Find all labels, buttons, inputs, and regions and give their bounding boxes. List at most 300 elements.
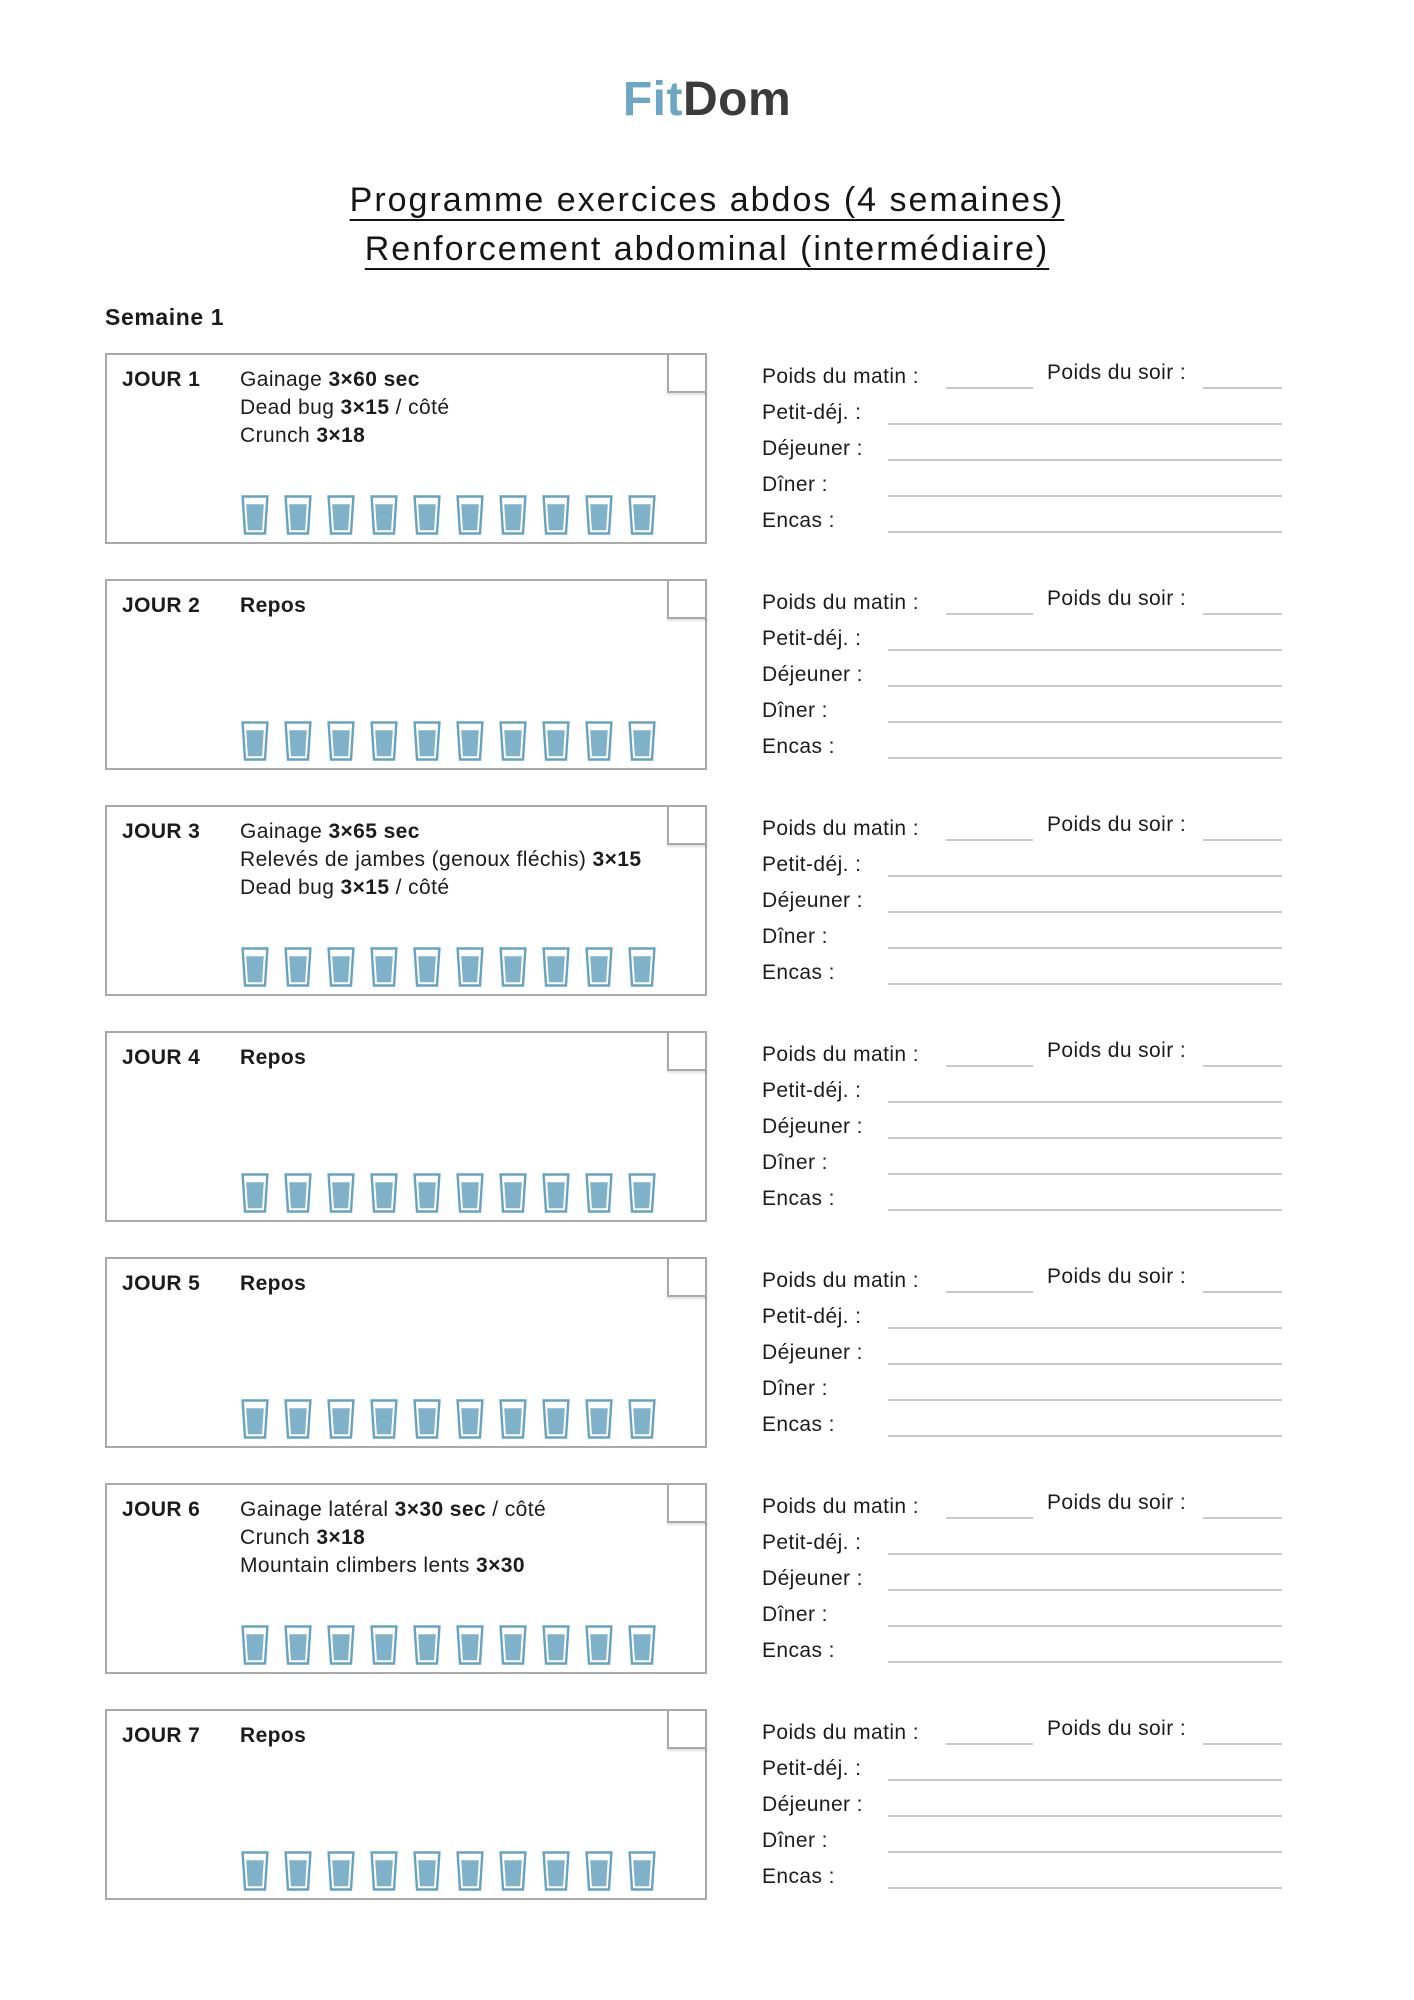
exercise-volume: 3×15 — [340, 876, 390, 899]
evening-weight-group — [1047, 813, 1282, 841]
lunch-row — [762, 877, 1282, 913]
water-glass-icon[interactable] — [584, 1399, 614, 1439]
day-card-inner — [107, 1485, 705, 1580]
lunch-field[interactable] — [888, 1137, 1282, 1139]
day-complete-checkbox[interactable] — [667, 1483, 707, 1523]
breakfast-label: Petit-déj. : — [762, 1079, 862, 1102]
exercise-line — [240, 846, 641, 874]
evening-weight-field[interactable] — [1203, 613, 1282, 615]
water-glass-icon[interactable] — [240, 1173, 270, 1213]
day-label: JOUR 6 — [122, 1498, 201, 1521]
exercise-name: Gainage — [240, 820, 329, 843]
snack-label: Encas : — [762, 1639, 835, 1662]
day-complete-checkbox[interactable] — [667, 579, 707, 619]
weight-row — [762, 805, 1282, 841]
exercise-line — [240, 874, 641, 902]
meal-tracker — [762, 1709, 1282, 1900]
day-label: JOUR 2 — [122, 594, 201, 617]
water-glass-icon[interactable] — [240, 495, 270, 535]
water-tracker — [240, 1173, 657, 1213]
meal-tracker — [762, 353, 1282, 544]
logo-dom: Dom — [682, 73, 792, 126]
snack-field[interactable] — [888, 1661, 1282, 1663]
lunch-row — [762, 651, 1282, 687]
lunch-field[interactable] — [888, 1363, 1282, 1365]
lunch-field[interactable] — [888, 1589, 1282, 1591]
evening-weight-group — [1047, 361, 1282, 389]
water-glass-icon[interactable] — [498, 1851, 528, 1891]
water-glass-icon[interactable] — [498, 1625, 528, 1665]
lunch-row — [762, 1329, 1282, 1365]
water-glass-icon[interactable] — [541, 947, 571, 987]
exercise-volume: 3×18 — [316, 1526, 366, 1549]
breakfast-field[interactable] — [888, 423, 1282, 425]
exercise-line — [240, 1722, 306, 1750]
dinner-label: Dîner : — [762, 1829, 828, 1852]
day-card — [105, 805, 707, 996]
evening-weight-field[interactable] — [1203, 1065, 1282, 1067]
morning-weight-field[interactable] — [946, 839, 1033, 841]
water-glass-icon[interactable] — [455, 947, 485, 987]
water-glass-icon[interactable] — [627, 1851, 657, 1891]
morning-weight-label: Poids du matin : — [762, 365, 919, 388]
exercise-line — [240, 422, 449, 450]
exercise-name: Crunch — [240, 1526, 317, 1549]
exercise-name: / côté — [486, 1498, 547, 1521]
morning-weight-field[interactable] — [946, 613, 1033, 615]
water-glass-icon[interactable] — [283, 1851, 313, 1891]
water-glass-icon[interactable] — [326, 1173, 356, 1213]
exercise-name: Dead bug — [240, 396, 341, 419]
logo-fit: Fit — [622, 73, 683, 126]
exercise-list — [240, 592, 352, 620]
exercise-line — [240, 366, 449, 394]
water-glass-icon[interactable] — [283, 721, 313, 761]
water-tracker — [240, 721, 657, 761]
morning-weight-label: Poids du matin : — [762, 1269, 919, 1292]
water-glass-icon[interactable] — [240, 1851, 270, 1891]
evening-weight-label: Poids du soir : — [1047, 813, 1187, 836]
water-glass-icon[interactable] — [369, 1625, 399, 1665]
evening-weight-group — [1047, 1491, 1282, 1519]
lunch-field[interactable] — [888, 1815, 1282, 1817]
water-glass-icon[interactable] — [498, 1173, 528, 1213]
water-glass-icon[interactable] — [541, 495, 571, 535]
water-glass-icon[interactable] — [584, 1625, 614, 1665]
dinner-label: Dîner : — [762, 699, 828, 722]
water-glass-icon[interactable] — [326, 1851, 356, 1891]
weight-row — [762, 1257, 1282, 1293]
water-glass-icon[interactable] — [455, 1851, 485, 1891]
title-row-2 — [0, 225, 1414, 274]
evening-weight-group — [1047, 587, 1282, 615]
page-title — [0, 176, 1414, 274]
day-card — [105, 1709, 707, 1900]
water-glass-icon[interactable] — [498, 1399, 528, 1439]
exercise-list — [240, 1044, 352, 1072]
weight-row — [762, 353, 1282, 389]
exercise-name: Crunch — [240, 424, 317, 447]
evening-weight-group — [1047, 1717, 1282, 1745]
dinner-label: Dîner : — [762, 925, 828, 948]
lunch-row — [762, 425, 1282, 461]
day-card — [105, 1257, 707, 1448]
evening-weight-group — [1047, 1039, 1282, 1067]
exercise-line — [240, 592, 306, 620]
exercise-list — [240, 1722, 352, 1750]
dinner-row — [762, 1591, 1282, 1627]
breakfast-field[interactable] — [888, 1553, 1282, 1555]
dinner-row — [762, 1817, 1282, 1853]
exercise-line — [240, 1044, 306, 1072]
dinner-row — [762, 461, 1282, 497]
water-glass-icon[interactable] — [240, 1625, 270, 1665]
water-tracker — [240, 495, 657, 535]
water-glass-icon[interactable] — [412, 495, 442, 535]
meal-tracker — [762, 1031, 1282, 1222]
snack-field[interactable] — [888, 983, 1282, 985]
breakfast-row — [762, 1067, 1282, 1103]
day-complete-checkbox[interactable] — [667, 1257, 707, 1297]
water-glass-icon[interactable] — [584, 721, 614, 761]
dinner-field[interactable] — [888, 947, 1282, 949]
snack-label: Encas : — [762, 1413, 835, 1436]
exercise-name: / côté — [389, 396, 450, 419]
lunch-label: Déjeuner : — [762, 663, 863, 686]
snack-field[interactable] — [888, 757, 1282, 759]
dinner-row — [762, 1139, 1282, 1175]
dinner-field[interactable] — [888, 495, 1282, 497]
lunch-label: Déjeuner : — [762, 889, 863, 912]
day-row — [105, 805, 1414, 996]
evening-weight-group — [1047, 1265, 1282, 1293]
day-label: JOUR 7 — [122, 1724, 201, 1747]
weight-row — [762, 1709, 1282, 1745]
snack-row — [762, 949, 1282, 985]
exercise-volume: 3×15 — [340, 396, 390, 419]
water-glass-icon[interactable] — [412, 721, 442, 761]
water-glass-icon[interactable] — [369, 1173, 399, 1213]
water-glass-icon[interactable] — [455, 495, 485, 535]
day-row — [105, 1709, 1414, 1900]
water-glass-icon[interactable] — [541, 1851, 571, 1891]
water-glass-icon[interactable] — [369, 1851, 399, 1891]
exercise-line — [240, 1524, 546, 1552]
snack-field[interactable] — [888, 1887, 1282, 1889]
exercise-list — [240, 1496, 592, 1580]
water-glass-icon[interactable] — [283, 947, 313, 987]
dinner-row — [762, 687, 1282, 723]
meal-tracker — [762, 1257, 1282, 1448]
breakfast-field[interactable] — [888, 1101, 1282, 1103]
morning-weight-field[interactable] — [946, 1517, 1033, 1519]
morning-weight-label: Poids du matin : — [762, 591, 919, 614]
water-tracker — [240, 1851, 657, 1891]
water-glass-icon[interactable] — [283, 495, 313, 535]
water-glass-icon[interactable] — [283, 1399, 313, 1439]
dinner-label: Dîner : — [762, 1377, 828, 1400]
exercise-volume: 3×18 — [316, 424, 366, 447]
morning-weight-field[interactable] — [946, 1743, 1033, 1745]
evening-weight-label: Poids du soir : — [1047, 587, 1187, 610]
water-glass-icon[interactable] — [326, 495, 356, 535]
water-glass-icon[interactable] — [584, 1851, 614, 1891]
title-row-1 — [0, 176, 1414, 225]
water-glass-icon[interactable] — [412, 947, 442, 987]
exercise-line — [240, 818, 641, 846]
exercise-list — [240, 1270, 352, 1298]
water-glass-icon[interactable] — [627, 1173, 657, 1213]
evening-weight-label: Poids du soir : — [1047, 1265, 1187, 1288]
exercise-list — [240, 366, 495, 450]
snack-field[interactable] — [888, 1435, 1282, 1437]
day-card-inner — [107, 1033, 705, 1072]
water-glass-icon[interactable] — [412, 1851, 442, 1891]
evening-weight-label: Poids du soir : — [1047, 1717, 1187, 1740]
morning-weight-field[interactable] — [946, 1065, 1033, 1067]
water-glass-icon[interactable] — [326, 947, 356, 987]
water-glass-icon[interactable] — [326, 1399, 356, 1439]
water-glass-icon[interactable] — [584, 495, 614, 535]
water-glass-icon[interactable] — [412, 1173, 442, 1213]
breakfast-label: Petit-déj. : — [762, 1531, 862, 1554]
water-glass-icon[interactable] — [541, 1399, 571, 1439]
meal-tracker — [762, 579, 1282, 770]
dinner-row — [762, 913, 1282, 949]
day-row — [105, 353, 1414, 544]
weight-row — [762, 1031, 1282, 1067]
snack-row — [762, 1627, 1282, 1663]
exercise-line — [240, 394, 449, 422]
day-complete-checkbox[interactable] — [667, 1031, 707, 1071]
lunch-row — [762, 1103, 1282, 1139]
exercise-volume: 3×65 sec — [328, 820, 420, 843]
exercise-name: Gainage latéral — [240, 1498, 395, 1521]
dinner-field[interactable] — [888, 1399, 1282, 1401]
water-glass-icon[interactable] — [240, 721, 270, 761]
evening-weight-field[interactable] — [1203, 1517, 1282, 1519]
day-label: JOUR 3 — [122, 820, 201, 843]
day-card-inner — [107, 1711, 705, 1750]
exercise-list — [240, 818, 687, 902]
lunch-field[interactable] — [888, 685, 1282, 687]
exercise-volume: Repos — [240, 1046, 307, 1069]
exercise-volume: 3×30 sec — [394, 1498, 487, 1521]
weight-row — [762, 1483, 1282, 1519]
day-card-inner — [107, 581, 705, 620]
water-glass-icon[interactable] — [584, 947, 614, 987]
exercise-volume: 3×60 sec — [328, 368, 420, 391]
day-label: JOUR 5 — [122, 1272, 201, 1295]
water-glass-icon[interactable] — [412, 1399, 442, 1439]
lunch-label: Déjeuner : — [762, 1567, 863, 1590]
dinner-label: Dîner : — [762, 473, 828, 496]
exercise-name: Relevés de jambes (genoux fléchis) — [240, 848, 593, 871]
breakfast-field[interactable] — [888, 649, 1282, 651]
water-tracker — [240, 947, 657, 987]
dinner-row — [762, 1365, 1282, 1401]
exercise-volume: 3×15 — [592, 848, 642, 871]
exercise-line — [240, 1496, 546, 1524]
lunch-field[interactable] — [888, 459, 1282, 461]
day-complete-checkbox[interactable] — [667, 1709, 707, 1749]
breakfast-label: Petit-déj. : — [762, 401, 862, 424]
day-label: JOUR 1 — [122, 368, 201, 391]
snack-row — [762, 1401, 1282, 1437]
water-glass-icon[interactable] — [455, 1173, 485, 1213]
snack-row — [762, 1853, 1282, 1889]
day-card — [105, 1031, 707, 1222]
water-glass-icon[interactable] — [498, 947, 528, 987]
title-line-1: Programme exercices abdos (4 semaines) — [349, 181, 1065, 219]
day-list — [105, 353, 1414, 1900]
evening-weight-field[interactable] — [1203, 1291, 1282, 1293]
water-glass-icon[interactable] — [498, 495, 528, 535]
water-glass-icon[interactable] — [627, 721, 657, 761]
morning-weight-field[interactable] — [946, 1291, 1033, 1293]
lunch-label: Déjeuner : — [762, 1115, 863, 1138]
water-glass-icon[interactable] — [584, 1173, 614, 1213]
snack-label: Encas : — [762, 509, 835, 532]
day-card — [105, 353, 707, 544]
water-glass-icon[interactable] — [541, 1173, 571, 1213]
dinner-label: Dîner : — [762, 1603, 828, 1626]
meal-tracker — [762, 805, 1282, 996]
breakfast-row — [762, 1293, 1282, 1329]
lunch-row — [762, 1781, 1282, 1817]
day-card-inner — [107, 355, 705, 450]
water-glass-icon[interactable] — [627, 1625, 657, 1665]
snack-row — [762, 723, 1282, 759]
water-glass-icon[interactable] — [283, 1173, 313, 1213]
breakfast-label: Petit-déj. : — [762, 1757, 862, 1780]
exercise-name: Mountain climbers lents — [240, 1554, 477, 1577]
lunch-label: Déjeuner : — [762, 1341, 863, 1364]
lunch-label: Déjeuner : — [762, 437, 863, 460]
morning-weight-label: Poids du matin : — [762, 1495, 919, 1518]
exercise-name: Dead bug — [240, 876, 341, 899]
lunch-row — [762, 1555, 1282, 1591]
water-glass-icon[interactable] — [455, 1625, 485, 1665]
dinner-field[interactable] — [888, 1173, 1282, 1175]
week-heading: Semaine 1 — [105, 304, 225, 330]
evening-weight-label: Poids du soir : — [1047, 1491, 1187, 1514]
water-glass-icon[interactable] — [541, 1625, 571, 1665]
water-glass-icon[interactable] — [240, 947, 270, 987]
snack-label: Encas : — [762, 961, 835, 984]
breakfast-row — [762, 841, 1282, 877]
exercise-volume: Repos — [240, 594, 307, 617]
evening-weight-label: Poids du soir : — [1047, 1039, 1187, 1062]
snack-field[interactable] — [888, 1209, 1282, 1211]
evening-weight-field[interactable] — [1203, 839, 1282, 841]
snack-label: Encas : — [762, 1187, 835, 1210]
water-glass-icon[interactable] — [455, 1399, 485, 1439]
water-glass-icon[interactable] — [627, 1399, 657, 1439]
breakfast-label: Petit-déj. : — [762, 627, 862, 650]
breakfast-row — [762, 389, 1282, 425]
exercise-line — [240, 1552, 546, 1580]
breakfast-row — [762, 1519, 1282, 1555]
breakfast-row — [762, 615, 1282, 651]
breakfast-label: Petit-déj. : — [762, 1305, 862, 1328]
exercise-name: Gainage — [240, 368, 329, 391]
evening-weight-label: Poids du soir : — [1047, 361, 1187, 384]
day-row — [105, 579, 1414, 770]
dinner-field[interactable] — [888, 1625, 1282, 1627]
weight-row — [762, 579, 1282, 615]
exercise-name: / côté — [389, 876, 450, 899]
exercise-volume: Repos — [240, 1724, 307, 1747]
exercise-volume: Repos — [240, 1272, 307, 1295]
day-complete-checkbox[interactable] — [667, 805, 707, 845]
water-glass-icon[interactable] — [627, 947, 657, 987]
dinner-field[interactable] — [888, 1851, 1282, 1853]
morning-weight-label: Poids du matin : — [762, 1043, 919, 1066]
water-glass-icon[interactable] — [326, 1625, 356, 1665]
water-glass-icon[interactable] — [455, 721, 485, 761]
dinner-label: Dîner : — [762, 1151, 828, 1174]
day-complete-checkbox[interactable] — [667, 353, 707, 393]
day-row — [105, 1031, 1414, 1222]
snack-label: Encas : — [762, 735, 835, 758]
evening-weight-field[interactable] — [1203, 387, 1282, 389]
water-glass-icon[interactable] — [498, 721, 528, 761]
day-row — [105, 1483, 1414, 1674]
morning-weight-field[interactable] — [946, 387, 1033, 389]
morning-weight-label: Poids du matin : — [762, 817, 919, 840]
water-glass-icon[interactable] — [369, 721, 399, 761]
water-glass-icon[interactable] — [369, 947, 399, 987]
day-card — [105, 1483, 707, 1674]
water-glass-icon[interactable] — [541, 721, 571, 761]
breakfast-field[interactable] — [888, 1327, 1282, 1329]
snack-row — [762, 497, 1282, 533]
water-glass-icon[interactable] — [283, 1625, 313, 1665]
breakfast-field[interactable] — [888, 1779, 1282, 1781]
breakfast-row — [762, 1745, 1282, 1781]
exercise-volume: 3×30 — [476, 1554, 525, 1577]
title-line-2: Renforcement abdominal (intermédiaire) — [364, 230, 1050, 268]
day-card-inner — [107, 1259, 705, 1298]
snack-row — [762, 1175, 1282, 1211]
snack-label: Encas : — [762, 1865, 835, 1888]
day-row — [105, 1257, 1414, 1448]
lunch-field[interactable] — [888, 911, 1282, 913]
exercise-line — [240, 1270, 306, 1298]
water-glass-icon[interactable] — [369, 495, 399, 535]
morning-weight-label: Poids du matin : — [762, 1721, 919, 1744]
water-glass-icon[interactable] — [412, 1625, 442, 1665]
lunch-label: Déjeuner : — [762, 1793, 863, 1816]
breakfast-field[interactable] — [888, 875, 1282, 877]
water-tracker — [240, 1625, 657, 1665]
water-tracker — [240, 1399, 657, 1439]
day-card — [105, 579, 707, 770]
logo — [0, 0, 1414, 124]
evening-weight-field[interactable] — [1203, 1743, 1282, 1745]
dinner-field[interactable] — [888, 721, 1282, 723]
water-glass-icon[interactable] — [326, 721, 356, 761]
snack-field[interactable] — [888, 531, 1282, 533]
water-glass-icon[interactable] — [240, 1399, 270, 1439]
water-glass-icon[interactable] — [627, 495, 657, 535]
meal-tracker — [762, 1483, 1282, 1674]
breakfast-label: Petit-déj. : — [762, 853, 862, 876]
day-card-inner — [107, 807, 705, 902]
day-label: JOUR 4 — [122, 1046, 201, 1069]
water-glass-icon[interactable] — [369, 1399, 399, 1439]
